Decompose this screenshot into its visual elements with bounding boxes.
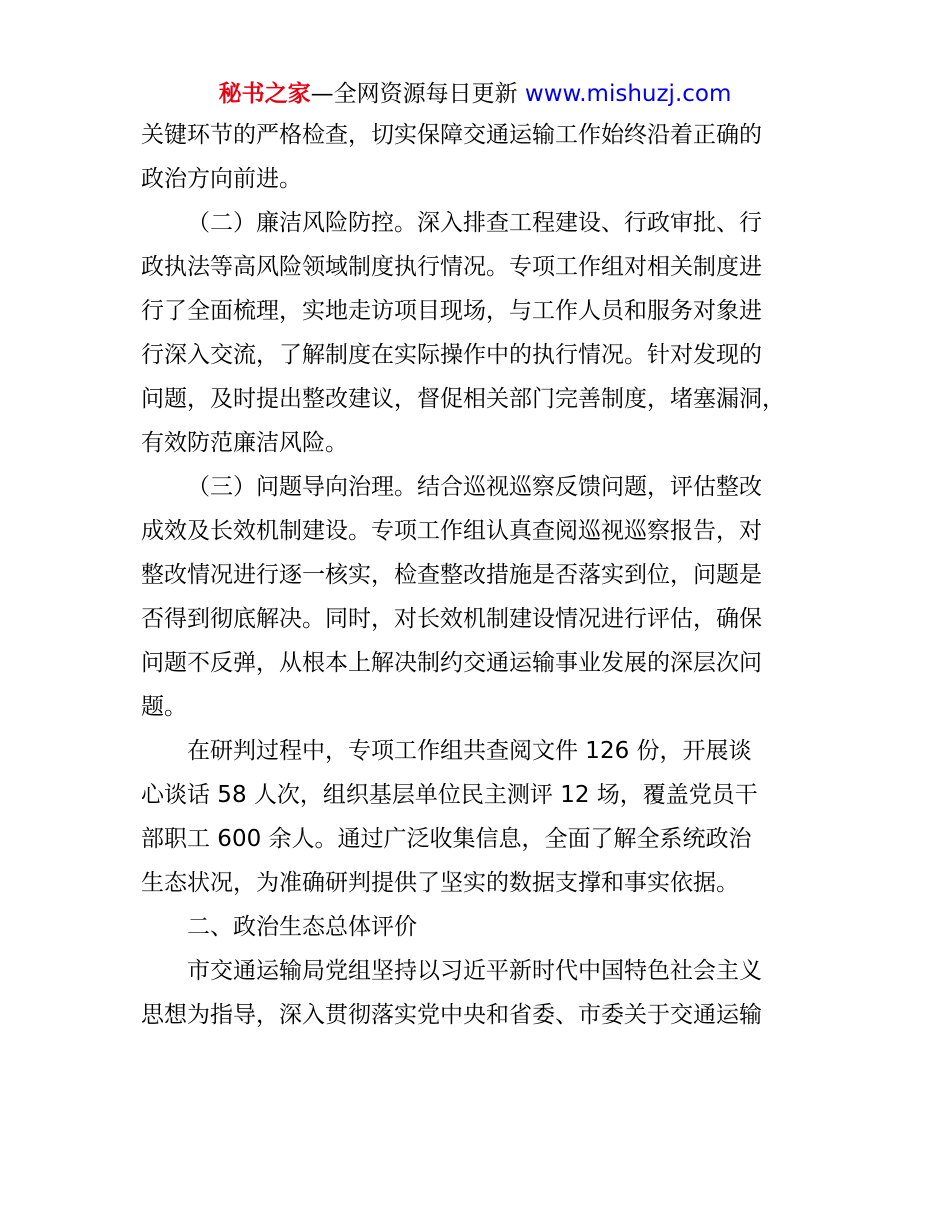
paragraph-line: 生态状况，为准确研判提供了坚实的数据支撑和事实依据。: [141, 870, 739, 896]
site-brand: 秘书之家: [218, 81, 311, 107]
paragraph-line: 行深入交流，了解制度在实际操作中的执行情况。针对发现的: [141, 342, 762, 368]
paragraph-line: 问题不反弹，从根本上解决制约交通运输事业发展的深层次问: [141, 650, 762, 676]
section-heading: 二、政治生态总体评价: [187, 914, 417, 940]
paragraph-line: 政治方向前进。: [141, 166, 302, 192]
paragraph-line: 关键环节的严格检查，切实保障交通运输工作始终沿着正确的: [141, 122, 762, 148]
paragraph-first-line: 在研判过程中，专项工作组共查阅文件 126 份，开展谈: [187, 738, 752, 764]
paragraph-line: 否得到彻底解决。同时，对长效机制建设情况进行评估，确保: [141, 606, 762, 632]
paragraph-first-line: 市交通运输局党组坚持以习近平新时代中国特色社会主义: [187, 958, 762, 984]
paragraph-line: 问题，及时提出整改建议，督促相关部门完善制度，堵塞漏洞，: [141, 386, 785, 412]
paragraph-line: 成效及长效机制建设。专项工作组认真查阅巡视巡察报告，对: [141, 518, 762, 544]
site-header: [0, 78, 950, 110]
paragraph-line: 政执法等高风险领域制度执行情况。专项工作组对相关制度进: [141, 254, 762, 280]
paragraph-first-line: （二）廉洁风险防控。深入排查工程建设、行政审批、行: [187, 210, 762, 236]
paragraph-line: 行了全面梳理，实地走访项目现场，与工作人员和服务对象进: [141, 298, 762, 324]
paragraph-first-line: （三）问题导向治理。结合巡视巡察反馈问题，评估整改: [187, 474, 762, 500]
site-tagline: —全网资源每日更新: [310, 81, 518, 107]
paragraph-line: 心谈话 58 人次，组织基层单位民主测评 12 场，覆盖党员干: [141, 782, 758, 808]
paragraph-line: 思想为指导，深入贯彻落实党中央和省委、市委关于交通运输: [141, 1002, 762, 1028]
paragraph-line: 整改情况进行逐一核实，检查整改措施是否落实到位，问题是: [141, 562, 762, 588]
document-body: [141, 113, 816, 1037]
paragraph-line: 有效防范廉洁风险。: [141, 430, 348, 456]
site-url-link[interactable]: www.mishuzj.com: [524, 81, 732, 107]
paragraph-line: 部职工 600 余人。通过广泛收集信息，全面了解全系统政治: [141, 826, 752, 852]
paragraph-line: 题。: [141, 694, 187, 720]
